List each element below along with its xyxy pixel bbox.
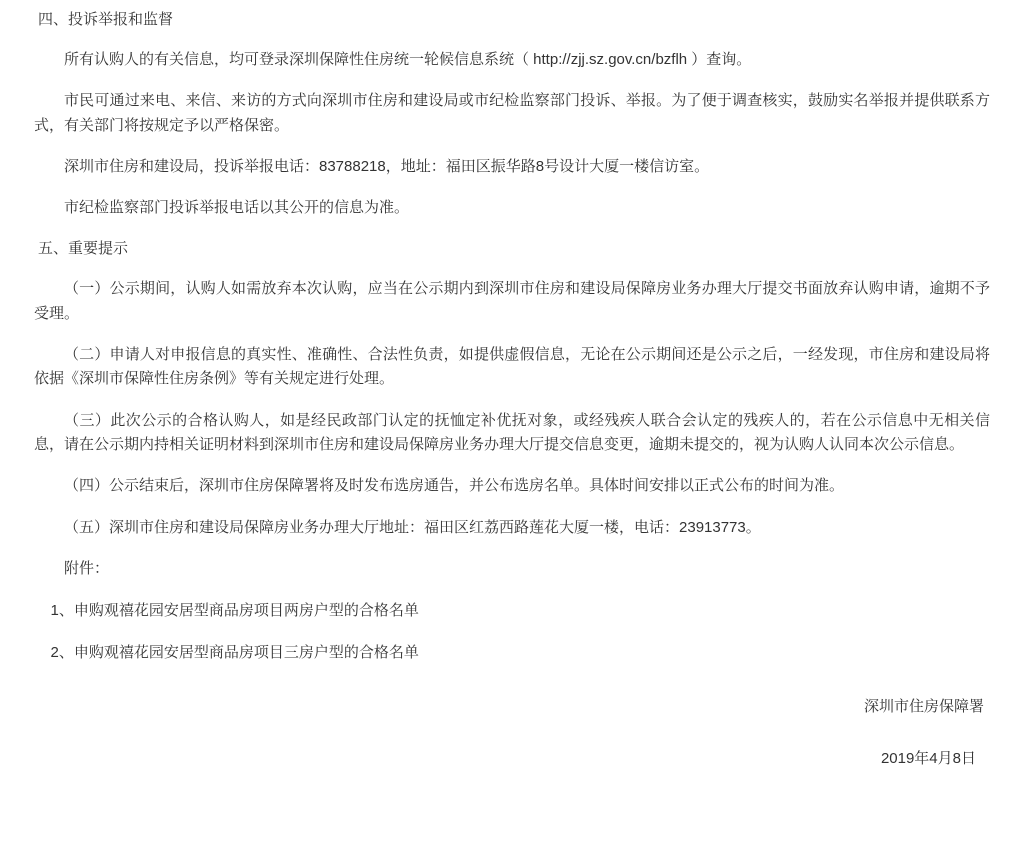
attachments-label: 附件： [64,559,110,577]
signature-block [34,695,990,771]
paragraph-notice-item-four: （四）公示结束后，深圳市住房保障署将及时发布选房通告，并公布选房名单。具体时间安排以正式公布的时间为准。 [64,477,845,495]
paragraph-notice-item-three: （三）此次公示的合格认购人，如是经民政部门认定的抚恤定补优抚对象，或经残疾人联合会认定的残疾人的，若在公示信息中无相关信息，请在公示期内持相关证明材料到深圳市住房和建设局保障房业务办理大厅提交信息变更，逾期未提交的，视为认购人认同本次公示信息。 [34,411,990,453]
paragraph-registration-query: 所有认购人的有关信息，均可登录深圳保障性住房统一轮候信息系统（ http://zjj.sz.gov.cn/bzflh ）查询。 [64,51,752,68]
paragraph-notice-item-two: （二）申请人对申报信息的真实性、准确性、合法性负责，如提供虚假信息，无论在公示期间还是公示之后，一经发现，市住房和建设局将依据《深圳市保障性住房条例》等有关规定进行处理。 [34,346,990,388]
section-heading-four: 四、投诉举报和监督 [38,11,174,28]
section-heading-five: 五、重要提示 [38,240,129,258]
paragraph-bureau-contact: 深圳市住房和建设局，投诉举报电话：83788218，地址：福田区振华路8号设计大厦一楼信访室。 [64,157,710,175]
paragraph-discipline-contact: 市纪检监察部门投诉举报电话以其公开的信息为准。 [64,199,410,217]
attachment-item-1[interactable]: 1、申购观禧花园安居型商品房项目两房户型的合格名单 [50,601,419,619]
paragraph-notice-item-five: （五）深圳市住房和建设局保障房业务办理大厅地址：福田区红荔西路莲花大厦一楼，电话：23913773。 [64,518,761,536]
paragraph-complaint-channels: 市民可通过来电、来信、来访的方式向深圳市住房和建设局或市纪检监察部门投诉、举报。为了便于调查核实，鼓励实名举报并提供联系方式，有关部门将按规定予以严格保密。 [34,92,990,134]
signature-organization: 深圳市住房保障署 [863,697,984,715]
paragraph-notice-item-one: （一）公示期间，认购人如需放弃本次认购，应当在公示期内到深圳市住房和建设局保障房业务办理大厅提交书面放弃认购申请，逾期不予受理。 [34,280,990,322]
signature-date: 2019年4月8日 [880,749,976,767]
attachment-item-2[interactable]: 2、申购观禧花园安居型商品房项目三房户型的合格名单 [50,643,419,661]
